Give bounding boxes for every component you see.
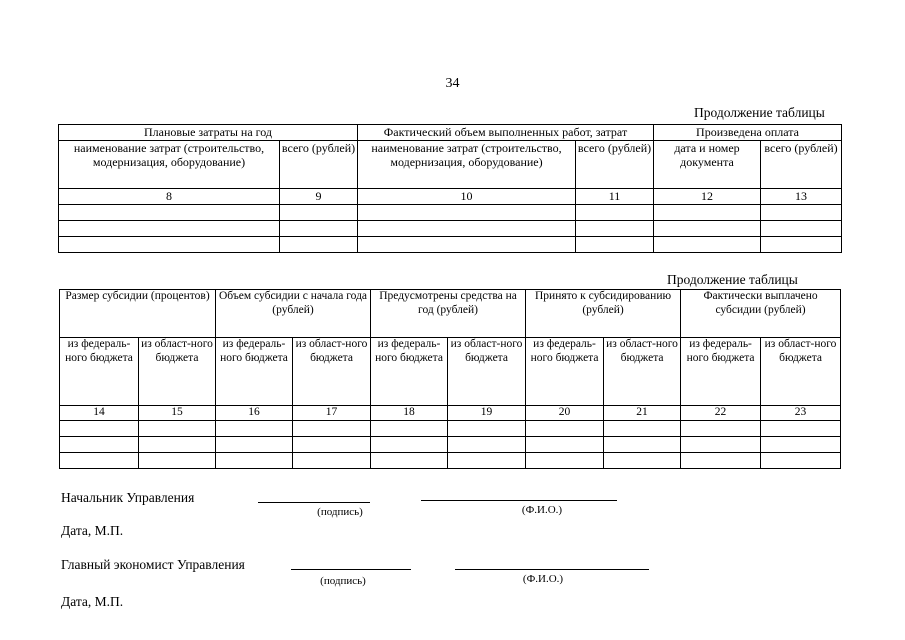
head-signature-caption: (подпись) [317,506,363,518]
costs-table [58,124,842,253]
continuation-label-2: Продолжение таблицы [667,272,798,287]
economist-signature-caption: (подпись) [320,575,366,587]
subheader-total-paid: всего (рублей) [761,141,842,189]
header-actually-paid: Фактически выплачено субсидии (рублей) [681,290,841,338]
economist-signature-line [291,569,411,570]
header-funds-planned: Предусмотрены средства на год (рублей) [371,290,526,338]
header-subsidy-ytd: Объем субсидии с начала года (рублей) [216,290,371,338]
subheader-cost-name-actual: наименование затрат (строительство, модернизация, оборудование) [358,141,576,189]
head-name-caption: (Ф.И.О.) [521,504,563,516]
column-number: 22 [681,406,761,421]
column-number: 8 [59,189,280,205]
subheader-federal-budget: из федераль-ного бюджета [681,338,761,406]
subheader-regional-budget: из област-ного бюджета [448,338,526,406]
subheader-regional-budget: из област-ного бюджета [761,338,841,406]
subheader-document-date-number: дата и номер документа [654,141,761,189]
subheader-regional-budget: из област-ного бюджета [604,338,681,406]
subheader-regional-budget: из област-ного бюджета [293,338,371,406]
economist-date: Дата, М.П. [61,594,124,609]
column-number: 10 [358,189,576,205]
column-number: 13 [761,189,842,205]
column-number: 20 [526,406,604,421]
subsidy-table [59,289,841,469]
column-number: 16 [216,406,293,421]
subheader-regional-budget: из област-ного бюджета [139,338,216,406]
column-number-row [59,189,842,205]
header-payment-made: Произведена оплата [654,125,842,141]
empty-row [60,421,841,437]
subheader-federal-budget: из федераль-ного бюджета [216,338,293,406]
page-number: 34 [445,76,460,91]
head-date: Дата, М.П. [61,523,124,538]
column-number: 9 [280,189,358,205]
column-number: 12 [654,189,761,205]
column-number-row [60,406,841,421]
header-actual-volume: Фактический объем выполненных работ, затрат [358,125,654,141]
column-number: 21 [604,406,681,421]
subheader-total-actual: всего (рублей) [576,141,654,189]
column-number: 23 [761,406,841,421]
head-title: Начальник Управления [61,490,195,505]
column-number: 18 [371,406,448,421]
empty-row [59,237,842,253]
empty-row [60,453,841,469]
subheader-total-planned: всего (рублей) [280,141,358,189]
economist-name-caption: (Ф.И.О.) [522,573,564,585]
column-number: 19 [448,406,526,421]
header-accepted-subsidy: Принято к субсидированию (рублей) [526,290,681,338]
head-signature-line [258,502,370,503]
empty-row [59,221,842,237]
column-number: 11 [576,189,654,205]
column-number: 17 [293,406,371,421]
continuation-label-1: Продолжение таблицы [694,105,825,120]
column-number: 14 [60,406,139,421]
empty-row [59,205,842,221]
empty-row [60,437,841,453]
economist-title: Главный экономист Управления [61,557,245,572]
header-planned-costs: Плановые затраты на год [59,125,358,141]
economist-name-line [455,569,649,570]
subheader-cost-name-planned: наименование затрат (строительство, модернизация, оборудование) [59,141,280,189]
column-number: 15 [139,406,216,421]
subheader-federal-budget: из федераль-ного бюджета [526,338,604,406]
header-subsidy-percent: Размер субсидии (процентов) [60,290,216,338]
head-name-line [421,500,617,501]
subheader-federal-budget: из федераль-ного бюджета [60,338,139,406]
subheader-federal-budget: из федераль-ного бюджета [371,338,448,406]
